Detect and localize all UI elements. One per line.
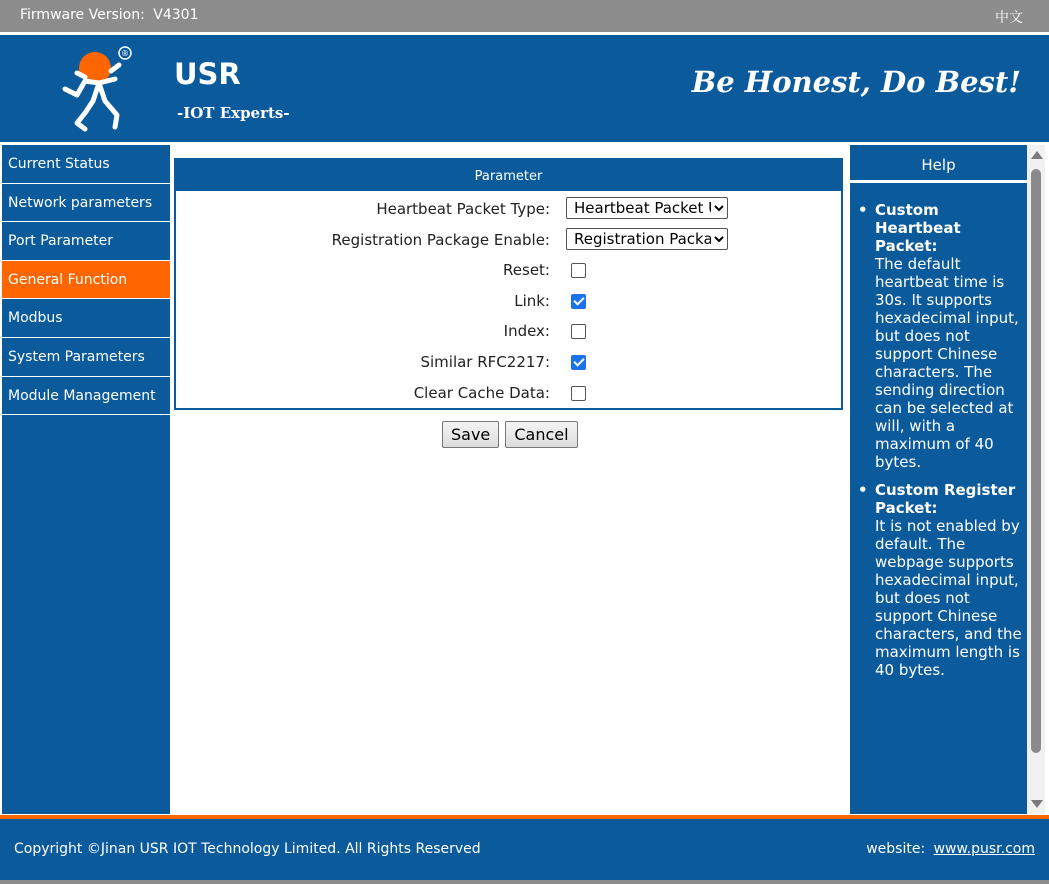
brand-subtitle: -IOT Experts- [177, 104, 290, 122]
form-actions [442, 421, 579, 448]
rfc2217-checkbox[interactable] [571, 355, 586, 370]
main-content [174, 158, 843, 444]
help-item-heading: • Custom Register Packet: [875, 481, 1016, 517]
sidebar-item-general-function[interactable]: General Function [2, 261, 170, 300]
parameter-form [176, 191, 841, 408]
firmware-version [20, 7, 198, 23]
form-row-reset [176, 254, 841, 285]
usr-logo-icon [55, 43, 141, 135]
help-scrollbar[interactable] [1027, 145, 1045, 814]
language-switch[interactable]: 中文 [995, 10, 1023, 26]
form-row-rfc2217 [176, 346, 841, 377]
index-label: Index: [503, 322, 550, 341]
brand-name: USR [174, 57, 241, 91]
copyright-text: Copyright ©Jinan USR IOT Technology Limited. All Rights Reserved [14, 841, 481, 857]
link-checkbox[interactable] [571, 294, 586, 309]
rfc2217-label: Similar RFC2217: [420, 352, 550, 371]
scroll-up-arrow-icon[interactable] [1031, 151, 1043, 159]
help-item-heading: • Custom Heartbeat Packet: [875, 201, 961, 255]
sidebar-nav [2, 145, 170, 814]
sidebar-item-module-management[interactable]: Module Management [2, 377, 170, 416]
clear-cache-checkbox[interactable] [571, 386, 586, 401]
footer [0, 819, 1049, 880]
firmware-value: V4301 [153, 7, 199, 23]
sidebar-item-modbus[interactable]: Modbus [2, 299, 170, 338]
form-row-registration [176, 224, 841, 255]
reset-checkbox[interactable] [571, 263, 586, 278]
parameter-panel [174, 158, 843, 410]
help-item-register [858, 481, 1023, 679]
help-list [850, 183, 1027, 679]
help-panel [850, 145, 1027, 814]
website-link[interactable]: www.pusr.com [933, 841, 1035, 857]
sidebar-item-port-parameter[interactable]: Port Parameter [2, 222, 170, 261]
form-row-heartbeat [176, 193, 841, 224]
sidebar-item-current-status[interactable]: Current Status [2, 145, 170, 184]
website-info [866, 841, 1035, 857]
save-button[interactable]: Save [442, 421, 499, 448]
registration-enable-select[interactable] [566, 228, 728, 250]
help-item-text: The default heartbeat time is 30s. It supports hexadecimal input, but does not support Chinese characters. The sending direction can be selected at will, with a maximum of 40 bytes. [875, 255, 1019, 471]
scrollbar-thumb[interactable] [1031, 169, 1041, 753]
header-banner [0, 35, 1049, 142]
slogan: Be Honest, Do Best! [691, 65, 1021, 99]
heartbeat-type-label: Heartbeat Packet Type: [376, 200, 550, 218]
registration-enable-label: Registration Package Enable: [331, 230, 550, 249]
scroll-down-arrow-icon[interactable] [1031, 800, 1043, 808]
registered-mark: ® [121, 49, 129, 58]
bottom-strip [0, 880, 1049, 884]
reset-label: Reset: [503, 261, 550, 280]
sidebar-item-network-parameters[interactable]: Network parameters [2, 184, 170, 223]
help-item-heartbeat [858, 201, 1023, 471]
cancel-button[interactable]: Cancel [505, 421, 577, 448]
top-bar [0, 0, 1049, 32]
form-row-clear-cache [176, 377, 841, 408]
help-title: Help [850, 145, 1027, 183]
firmware-label: Firmware Version: [20, 7, 145, 23]
index-checkbox[interactable] [571, 324, 586, 339]
form-row-index [176, 315, 841, 346]
website-label: website: [866, 841, 926, 857]
heartbeat-type-select[interactable] [566, 197, 728, 219]
panel-title: Parameter [176, 160, 841, 191]
help-item-text: It is not enabled by default. The webpage supports hexadecimal input, but does not support Chinese characters, and the maximum length is 40 bytes. [875, 517, 1022, 679]
link-label: Link: [514, 291, 550, 310]
sidebar-item-system-parameters[interactable]: System Parameters [2, 338, 170, 377]
form-row-link [176, 285, 841, 316]
clear-cache-label: Clear Cache Data: [413, 383, 550, 402]
